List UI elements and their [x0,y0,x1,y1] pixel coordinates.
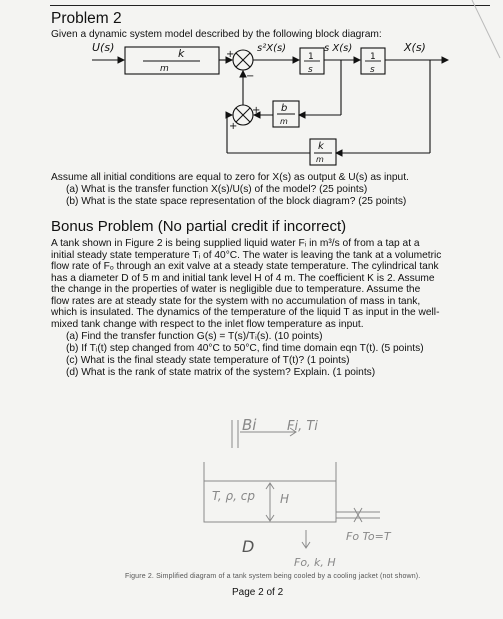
output-label: X(s) [404,41,426,54]
sx-label: s X(s) [324,43,353,54]
integrator2-denominator: s [370,65,375,75]
input-label: U(s) [92,41,115,54]
figure-2-caption: Figure 2. Simplified diagram of a tank system being cooled by a cooling jacket (not shown). [125,573,421,580]
problem-2-question-a: (a) What is the transfer function X(s)/U(s) of the model? (25 points) [66,184,368,195]
bonus-question-d: (d) What is the rank of state matrix of the system? Explain. (1 points) [66,367,376,378]
bonus-question-c: (c) What is the final steady state temperature of T(t)? (1 points) [66,355,350,366]
damping-numerator: b [281,103,288,114]
problem-2-title: Problem 2 [51,10,122,27]
bonus-line: initial steady state temperature Tᵢ of 40°C. The water is leaving the tank at a volumetric [51,249,442,261]
bonus-line: flow rate of Fₒ through an exit valve at a steady state temperature. The cylindrical tank [51,261,439,272]
bonus-question-b: (b) If Tᵢ(t) step changed from 40°C to 50°C, find time domain eqn T(t). (5 points) [66,343,424,354]
inlet-pipe [232,420,238,448]
label-fi-ti: Fi, Ti [287,419,318,434]
integrator2-numerator: 1 [370,52,376,62]
outlet-valve [354,508,362,522]
gain-denominator: m [160,64,169,74]
gain-numerator: k [178,47,185,60]
sum2-plus-bottom: + [229,121,238,132]
bonus-line: mixed tank change with respect to the inlet flow temperature as input. [51,318,364,330]
problem-2-question-b: (b) What is the state space representation of the block diagram? (25 points) [66,196,407,207]
label-temperature: T, ρ, cp [212,489,255,503]
problem-2-intro: Given a dynamic system model described by the following block diagram: [51,29,382,40]
bonus-question-a: (a) Find the transfer function G(s) = T(s)/Tᵢ(s). (10 points) [66,331,323,342]
damping-denominator: m [280,117,288,126]
integrator1-numerator: 1 [308,52,314,62]
bonus-line: which is insulated. The dynamics of the temperature of the liquid T as input in the well- [51,307,440,318]
label-height: H [280,492,290,506]
integrator1-denominator: s [308,65,313,75]
assumption-text: Assume all initial conditions are equal to zero for X(s) as output & U(s) as input. [51,172,409,183]
label-outlet-flow: Fo, k, H [294,556,336,569]
bonus-problem-title: Bonus Problem (No partial credit if incorrect) [51,218,347,235]
spring-numerator: k [318,141,324,152]
sum2-plus-right: + [252,105,261,116]
bonus-line: flow rates are at steady state for the system with no accumulation of mass in tank, [51,295,421,307]
spring-denominator: m [316,155,324,164]
sum1-minus-sign: − [246,71,255,82]
label-bi: Bi [242,416,257,434]
bonus-line: the change in the properties of water is negligible due to temperature. Assume the [51,284,421,295]
page-number: Page 2 of 2 [232,587,284,598]
bonus-line: A tank shown in Figure 2 is being supplied liquid water Fᵢ in m³/s of from a tap at a [51,238,420,249]
s2x-label: s²X(s) [257,43,287,54]
label-diameter: D [242,537,255,556]
label-outlet-temperature: Fo To=T [346,530,391,543]
sum1-plus-sign: + [226,49,235,60]
bonus-line: has a diameter D of 5 m and initial tank level H of 4 m. The coefficient K is 2. Assume [51,272,435,284]
